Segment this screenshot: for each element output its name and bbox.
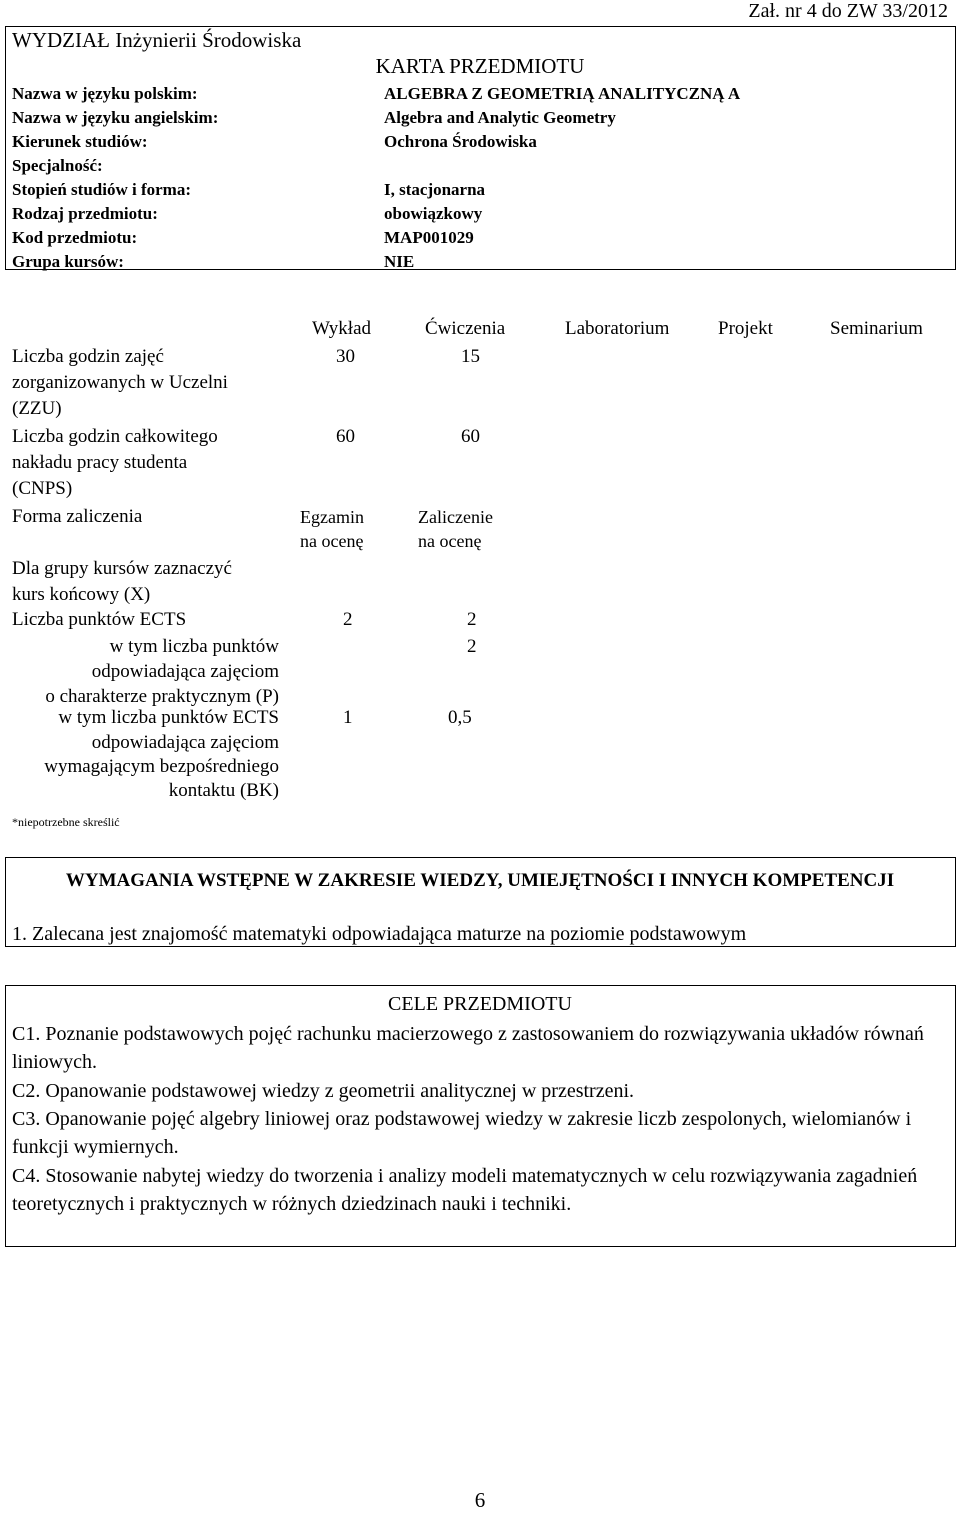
row-label-assessment: Forma zaliczenia <box>12 506 143 527</box>
cell-assessment-exercises: Zaliczenie <box>418 507 493 527</box>
row-label-zzu: zorganizowanych w Uczelni <box>12 372 228 393</box>
cell-assessment-exercises: na ocenę <box>418 531 482 551</box>
info-value-level: I, stacjonarna <box>384 180 486 199</box>
cell-zzu-lecture: 30 <box>336 346 355 367</box>
cell-cnps-lecture: 60 <box>336 426 355 447</box>
info-label-polish-name: Nazwa w języku polskim: <box>12 84 198 103</box>
cell-zzu-exercises: 15 <box>461 346 480 367</box>
cell-bk-lecture: 1 <box>343 707 353 728</box>
row-label-ects: Liczba punktów ECTS <box>12 609 187 630</box>
goals-title: CELE PRZEDMIOTU <box>388 993 572 1015</box>
info-value-type: obowiązkowy <box>384 204 483 223</box>
row-label-final-course: Dla grupy kursów zaznaczyć <box>12 558 232 579</box>
row-label-bk: odpowiadająca zajęciom <box>91 732 279 753</box>
info-label-field: Kierunek studiów: <box>12 132 148 151</box>
card-title: KARTA PRZEDMIOTU <box>375 54 585 78</box>
info-label-type: Rodzaj przedmiotu: <box>12 204 158 223</box>
cell-assessment-lecture: na ocenę <box>300 531 364 551</box>
goal-item: C2. Opanowanie podstawowej wiedzy z geometrii analitycznej w przestrzeni. <box>12 1080 635 1102</box>
footnote: *niepotrzebne skreślić <box>12 815 120 829</box>
info-value-field: Ochrona Środowiska <box>384 132 537 151</box>
cell-bk-exercises: 0,5 <box>448 707 472 728</box>
faculty-name: WYDZIAŁ Inżynierii Środowiska <box>12 28 302 52</box>
row-label-practical: odpowiadająca zajęciom <box>91 661 279 682</box>
row-label-cnps: (CNPS) <box>12 478 73 499</box>
requirement-item: 1. Zalecana jest znajomość matematyki odpowiadająca maturze na poziomie podstawowym <box>12 923 747 945</box>
info-value-polish-name: ALGEBRA Z GEOMETRIĄ ANALITYCZNĄ A <box>384 84 741 103</box>
cell-ects-exercises: 2 <box>467 609 477 630</box>
attachment-reference: Zał. nr 4 do ZW 33/2012 <box>748 0 948 22</box>
page-number: 6 <box>474 1488 486 1512</box>
row-label-cnps: nakładu pracy studenta <box>12 452 188 473</box>
cell-practical-exercises: 2 <box>467 636 477 657</box>
info-label-specialty: Specjalność: <box>12 156 103 175</box>
col-header-seminar: Seminarium <box>830 318 923 339</box>
info-label-group: Grupa kursów: <box>12 252 124 271</box>
col-header-project: Projekt <box>718 318 773 339</box>
row-label-bk: wymagającym bezpośredniego <box>44 756 279 777</box>
col-header-lecture: Wykład <box>312 318 372 339</box>
goal-item: C1. Poznanie podstawowych pojęć rachunku macierzowego z zastosowaniem do rozwiązywania układów równań liniowych. <box>12 1023 924 1073</box>
row-label-bk: w tym liczba punktów ECTS <box>58 707 279 728</box>
cell-ects-lecture: 2 <box>343 609 353 630</box>
row-label-practical: w tym liczba punktów <box>109 636 279 657</box>
info-label-english-name: Nazwa w języku angielskim: <box>12 108 219 127</box>
info-value-english-name: Algebra and Analytic Geometry <box>384 108 616 127</box>
info-label-code: Kod przedmiotu: <box>12 228 138 247</box>
row-label-zzu: Liczba godzin zajęć <box>12 346 164 367</box>
row-label-practical: o charakterze praktycznym (P) <box>45 686 279 707</box>
row-label-cnps: Liczba godzin całkowitego <box>12 426 218 447</box>
requirements-title: WYMAGANIA WSTĘPNE W ZAKRESIE WIEDZY, UMIEJĘTNOŚCI I INNYCH KOMPETENCJI <box>65 870 895 891</box>
goal-item: C4. Stosowanie nabytej wiedzy do tworzenia i analizy modeli matematycznych w celu rozwiązywania zagadnień teoretycznych i praktycznych w różnych dziedzinach nauki i techniki. <box>12 1165 918 1215</box>
cell-assessment-lecture: Egzamin <box>300 507 364 527</box>
info-value-group: NIE <box>384 252 415 271</box>
col-header-laboratory: Laboratorium <box>565 318 670 339</box>
cell-cnps-exercises: 60 <box>461 426 480 447</box>
row-label-zzu: (ZZU) <box>12 398 62 419</box>
info-label-level: Stopień studiów i forma: <box>12 180 191 199</box>
row-label-final-course: kurs końcowy (X) <box>12 584 151 605</box>
col-header-exercises: Ćwiczenia <box>425 318 506 339</box>
goal-item: C3. Opanowanie pojęć algebry liniowej oraz podstawowej wiedzy w zakresie liczb zespolonych, wielomianów i funkcji wymiernych. <box>12 1108 912 1158</box>
info-value-code: MAP001029 <box>384 228 474 247</box>
row-label-bk: kontaktu (BK) <box>168 780 279 801</box>
